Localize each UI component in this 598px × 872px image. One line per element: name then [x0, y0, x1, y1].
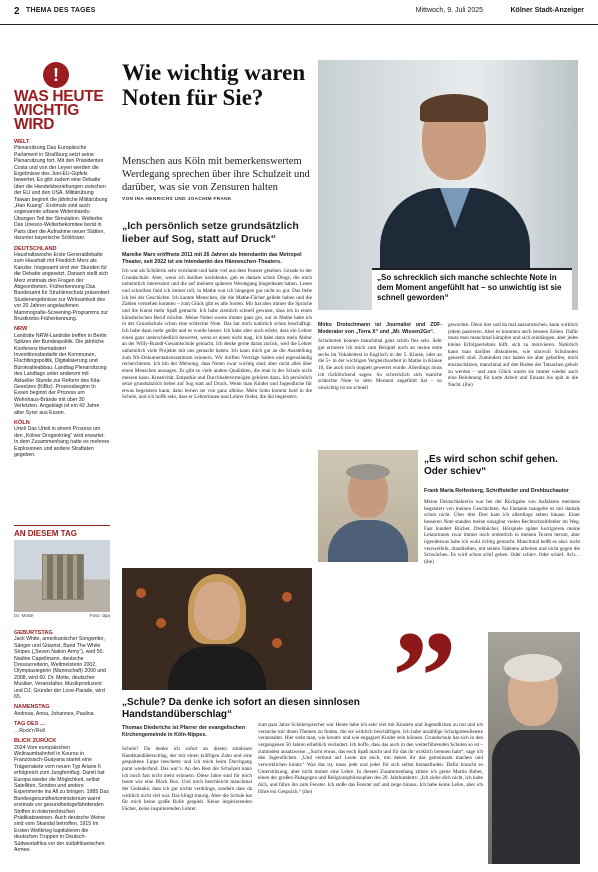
body-diederichs: Schule? Da denke ich sofort an diesen sinnlosen Handstandüberschlag, der mir einen kräftigen Zahn und eine gespaltene Lippe bescherte und ich mich beim Durchgang parat wiederfand. Das war’s. An den Rest der Schulzeit kann ich mich fast nicht mehr erinnern. Diese Jahre sind für mich heute wie eine Black Box. Und mich beschleicht manchmal der Gedanke, dass ich gar nichts verdränge, sondern dass da wirklich nicht viel war. Das klingt traurig. Aber die Schule hat für mich keine große Rolle gespielt. Keine inspirierenden Fächer, keine inspirierenden Lehrer. [122, 746, 252, 812]
article-deck: Menschen aus Köln mit bemerkenswertem Werdegang sprechen über ihre Schulzeit und darüber, was sie von Zensuren halten [122, 156, 310, 193]
an-diesem-tag-heading: AN DIESEM TAG [14, 525, 110, 538]
intro-reifenberg: Frank Maria Reifenberg, Schriftsteller und Drehbuchautor [424, 488, 569, 494]
sidebar-category: DEUTSCHLAND [14, 245, 57, 252]
quote-heading-reifenberg: „Es wird schon schif gehen. Oder schiev“ [424, 454, 558, 477]
issue-date: Mittwoch, 9. Juli 2025 [415, 7, 483, 14]
section-title: THEMA DES TAGES [26, 7, 96, 14]
intro-drotschmann: Mirko Drotschmann ist Journalist und ZDF-Moderator von „Terra X“ und „Mr. Wissen2Go“. [318, 322, 442, 335]
byline: VON INA HENRICHS UND JOACHIM FRANK [122, 197, 232, 202]
page-number: 2 [14, 6, 20, 17]
sidebar-news [14, 135, 110, 459]
sidebar-category: KÖLN [14, 420, 30, 427]
exclamation-icon: ! [43, 62, 69, 88]
brandenburg-gate-photo [14, 540, 110, 612]
portrait-reifenberg [318, 450, 418, 562]
portrait-diederichs [488, 632, 580, 864]
quote-heading-drotschmann: „So schrecklich sich manche schlechte Note in dem Moment angefühlt hat – so unwichtig ist sie schnell geworden“ [372, 268, 572, 316]
photo-caption: Dr. Motte Foto: dpa [14, 614, 110, 619]
quote-marks-icon: ” [392, 605, 457, 749]
body-reifenberg: Meine Deutschlehrerin war bei der Rückgabe von Aufsätzen meistens begeistert von meinen Geschichten. An Fantasie mangelte es mir damals schon nicht. Über drei Drei kam ich allerdings selten hinaus. Einer besseren Note standen meine unsagbar vielen Rechtschreibfehler im Weg. Fast hundert Bücher, Drehbücher, Hörspiele später korrigieren meine Lektorinnen zwar immer noch ordentlich in meinen Texten herum, aber irgendetwas habe ich wohl richtig gemacht. Manchmal heißt es also: nicht verzweifeln, dranbleiben, mit seinen Talenten arbeiten und nicht gegen die Schwächen. Es wird schon schif gehen. Oder schiev. Oder schief. Ach… (ihe) [424, 499, 580, 565]
body-marx: Ich war als Schülerin sehr verträumt und habe viel aus dem Fenster gesehen. Gerade in der Grundschule. Aber, wenn ich darüber nachdenke, gab es damals schon Dinge, die mich unheimlich interessiert und die auf meinem späteren Werdegang hingedeutet haben. Lesen und schreiben fand ich immer toll, in Mathe war ich hingegen gar nicht so gut. Das liebe ich bei der Geschichte. Ich kannte Menschen, die die Mathe-Fächer geliebt haben und die Zahlen verstehen konnten – zum Glück gibt es alle Sorten. Mir hat aber immer die Sprache und die Kunst mehr Spaß gemacht. Ich habe ziemlich schnell gewusst, dass ich in einen künstlerischen Beruf möchte. Meine Noten waren immer ganz gut, nur in Mathe hatte ich in der Grundschule schon eine schlechte Note. Das hat mich natürlich schon beschäftigt. Ich habe dann mehr geübt und es wurde besser. Ich habe aber auch erlebt, dass ein Lehrer einen ganz unterschiedlich bewertet, wenn er einen nicht mag. Ich habe dann mein Abitur an der Willy-Brandt-Gesamtschule gemacht. Ich denke gerne daran zurück, weil die Lehrer unheimlich viele Projekte mit uns gemacht haben. Ich kann mich gut an die Ausstellung zum NS-Dokumentationszentrum erinnern. Wir durften Vorträge halten und eigenständig recherchieren. Ich bin der Meinung, dass Noten zwar wichtig sind, aber nicht alles über einen Menschen aussagen. Es gibt so viele andere Qualitäten, die man in der Schule nicht messen kann. Kreativität, Empathie und Durchhaltevermögen gehören dazu. Ich persönlich setze grundsätzlich lieber auf Sog statt auf Druck. Wenn man Kinder und Jugendliche für etwas begeistern kann, dann lernen sie von ganz alleine. Mein Sohn kommt bald in die Schule, und ich hoffe sehr, dass er Lehrerinnen und Lehrer findet, die ihn begeistern. [122, 268, 312, 401]
sidebar-text: Landräte NRW-Landräte treffen in Berlin Spitzen der Bundespolitik. Die jährliche Konferenz thematisiert Investitionsbedarfe der Kommunen, Flüchtlingspolitik, Digitalisierung und Bürokratieabbau. Landtag Plenarsitzung des Landtags unter anderem mit Aktueller Stunde zur Reform des Kita-Gesetzes (KiBiz). Prozessbeginn In Essen beginnt der Prozess um Wohnhaus-Brände mit über 30 Verletzten. Angeklagt ist ein 42 Jahre alter Syrer aus Essen. [14, 332, 107, 416]
quote-heading-marx: „Ich persönlich setze grundsätzlich lieber auf Sog, statt auf Druck“ [122, 220, 299, 245]
intro-marx: Mareike Marx eröffnete 2011 mit 26 Jahren als Intendantin das Metropol Theater, seit 2022 ist sie Intendantin des Hänneschen-Theaters. [122, 252, 302, 265]
sidebar-text: Urteil Das Urteil in einem Prozess um den „Kölner Drogenkrieg“ wird erwartet. In dem Zusammenhang hatte es mehrere Explosionen und andere Straftaten gegeben. [14, 426, 110, 459]
body-drotschmann-cont: geworden. Denn hier und da mal auszurutschen, kann wirklich jedem passieren. Aber es kommen auch bessere Zeiten. Dafür muss man manchmal kämpfen und sich reinhängen, aber jedes kleine Erfolgserlebnis hilft, sich zu motivieren. Natürlich kann man darüber diskutieren, wie sinnvoll Schulnoten generell sind. Zumindest mir haben sie aber geholfen, mich einzuschätzen, manchmal auf den Boden der Tatsachen geholt zu werden – und zum Glück waren sie immer wieder auch eine Belohnung für harte Arbeit und Einsatz bis spät in die Nacht. (ihe) [448, 322, 578, 388]
headline: Wie wichtig waren Noten für Sie? [122, 60, 306, 110]
quote-heading-diederichs: „Schule? Da denke ich sofort an diesen sinnlosen Handstandüberschlag“ [122, 697, 360, 720]
body-drotschmann: Mirko Drotschmann ist Journalist und ZDF-Moderator von „Terra X“ und „Mr. Wissen2Go“. Schulnoten können manchmal ganz schön fies sein. Sehr gut erinnere ich mich zum Beispiel noch an meine erste sechs im Vokabeltest in Englisch in der 5. Klasse, oder an die 5+ in der wichtigen Vergleichsarbeit in Mathe in Klasse 10, die auch noch doppelt gewertet wurde. Allerdings muss ich rückblickend sagen: So schrecklich sich manche schlechte Note in dem Moment angefühlt hat – so unwichtig ist sie schnell [318, 322, 442, 391]
sidebar-title: WAS HEUTE WICHTIG WIRD [14, 88, 104, 133]
sidebar-dates: GEBURTSTAG Jack White, amerikanischer Songwriter, Sänger und Gitarrist, Band The White Stripes („Seven Nation Army“), wird 50. Nadine Capellmann, deutsche Dressurreiterin, Weltmeisterin 2002, Olympiasiegerin (Mannschaft) 2000 und 2008, wird 60. Dr. Motte, deutscher Musiker, Veranstalter, Musikproduzent und DJ, Gründer der Love-Parade, wird 65. NAMENSTAG Andreas, Anna, Johannes, Paulina TAG DES … …Rock'n'Roll BLICK ZURÜCK 2024 Vom europäischen Weltraumbahnhof in Kourou in Französisch-Guayana startet eine Trägerrakete vom neuen Typ Ariane 6 erfolgreich zum Jungfernflug. Damit hat Europa wieder die Möglichkeit, selbst Satelliten, Sonden und andere Experimente ins All zu bringen. 1985 Das Bundesgesundheitsministerium warnt erstmals vor gesundheitsgefährdenden Stoffen in österreichischen Prädikatsweinen. Auch deutsche Weine sind vom Skandal betroffen. 1915 Im Ersten Weltkrieg kapitulieren die deutschen Truppen in Deutsch-Südwestafrika vor der südafrikanischen Armee. [14, 630, 109, 853]
newspaper-name: Kölner Stadt-Anzeiger [510, 7, 584, 14]
body-diederichs-cont: zum paar Jahre Schülersprecher war Heute habe ich sehr viel mit Kindern und Jugendlichen zu tun und ich versuche mit ihnen Themen zu finden, die sie wirklich beschäftigen. Ich habe unzählige Schulgottesdienste veranstaltet. Hier sieht man, wie kreativ und wie engagiert Kinder sein können. Grundschule hat sich in den vergangenen 50 Jahren erheblich verändert. Ich hoffe, dass das auch in den weiterführenden Schulen so ist – zumindest ansatzweise. „Sucht etwas, das euch Spaß macht und für das ihr wirklich brennen habt“, sage ich den Jugendlichen. „Und vertraut auf Leute um euch, mit denen ihr das gemeinsam machen und verwirklichen könnt.“ Was das ist, muss jede und jeder für sich selbst herausfinden. Dafür braucht es Unterstützung, aber nicht immer eine Lehre. In diesem Zusammenhang zitiere ich gerne Martin Buber, einen der großen Pädagogen und Religionsphilosophen des 20. Jahrhunderts: „Ich ziehe dich nicht, ich halte dich, und führe ihn zum Fenster. Ich stoße das Fenster auf und zeige hinaus. Ich habe keine Lehre, aber ich führe ein Gespräch.“ (ihe) [258, 722, 483, 795]
portrait-marx [122, 568, 312, 690]
sidebar-text: Haushaltswoche Erste Generaldebatte zum Haushalt mit Friedrich Merz als Kanzler. Insgesamt sind vier Stunden für die Debatte angesetzt. Danach stellt sich Merz erstmals den Fragen der Abgeordneten. Früherkennung Das Bundesamt für Strahlenschutz präsentiert Studienergebnisse zur Wirksamkeit des vor 20 Jahren angelaufenen Mammografie-Screening-Programms zur Brustkrebs-Früherkennung. [14, 251, 110, 322]
sidebar-category: WELT [14, 139, 30, 145]
sidebar-category: NRW [14, 326, 28, 333]
intro-diederichs: Thomas Diederichs ist Pfarrer der evangelischen Kirchengemeinde in Köln-Nippes. [122, 725, 246, 738]
sidebar-text: Plenarsitzung Das Europäische Parlament in Straßburg setzt seine Plenarsitzung fort. Mit den Präsidenten Costa und von der Leyen werden die Ergebnisse des Juni-EU-Gipfels bewertet. Es gibt zudem eine Debatte über die Handelsbeziehungen zwischen der EU und den USA. Militärübung Taiwan beginnt die jährliche Militärübung „Han Kuang“. Erstmals sind auch sogenannte urbane Widerstands-Übungen Teil der Simulation. Welterbe Das Unesco-Welterbekomitee berät in Paris über die Aufnahme neuer Stätten, darunter bayerische Schlösser. [14, 145, 108, 242]
page-header [0, 0, 598, 25]
